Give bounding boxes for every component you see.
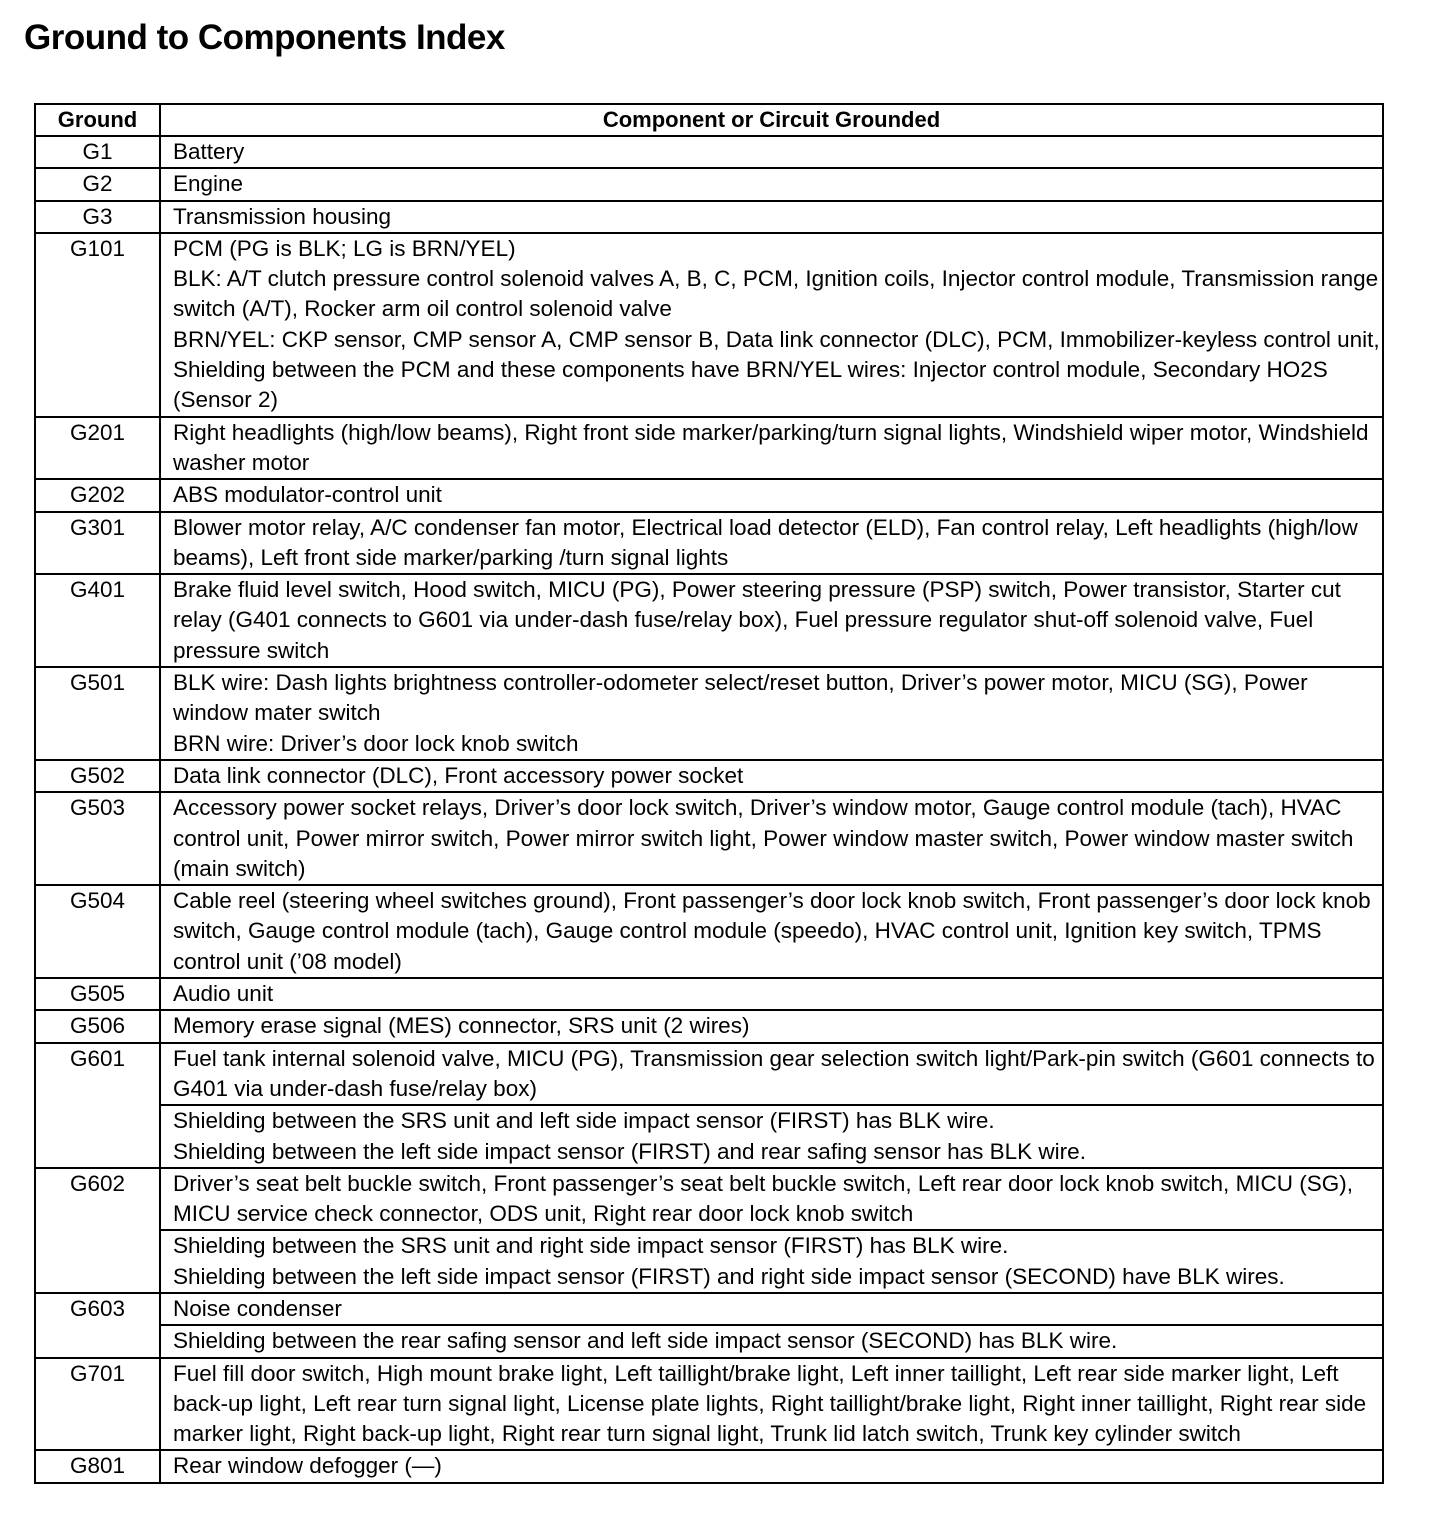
table-row (35, 885, 1383, 978)
ground-id: G202 (35, 479, 160, 511)
table-row (35, 1105, 1383, 1168)
component-entry: ABS modulator-control unit (173, 482, 442, 508)
component-cell (160, 1325, 1383, 1357)
component-cell (160, 1230, 1383, 1293)
component-cell (160, 1168, 1383, 1231)
ground-id: G503 (35, 792, 160, 885)
table-row (35, 792, 1383, 885)
ground-id: G506 (35, 1010, 160, 1042)
ground-id: G201 (35, 417, 160, 480)
ground-id: G701 (35, 1358, 160, 1451)
table-row (35, 512, 1383, 575)
component-entry: Blower motor relay, A/C condenser fan motor, Electrical load detector (ELD), Fan control relay, Left headlights (high/low beams), Left front side marker/parking /turn signal lights (173, 514, 1358, 570)
component-cell (160, 1010, 1383, 1042)
page-title: Ground to Components Index (24, 18, 505, 57)
ground-id: G504 (35, 885, 160, 978)
table-row (35, 1325, 1383, 1357)
table-row (35, 760, 1383, 792)
component-cell (160, 1450, 1383, 1482)
component-entry: Shielding between the left side impact sensor (FIRST) and right side impact sensor (SECOND) have BLK wires. (173, 1263, 1285, 1289)
component-cell (160, 574, 1383, 667)
ground-id: G505 (35, 978, 160, 1010)
table-row (35, 1230, 1383, 1293)
ground-id: G601 (35, 1043, 160, 1168)
table-row (35, 201, 1383, 233)
component-entry: Right headlights (high/low beams), Right front side marker/parking/turn signal lights, Windshield wiper motor, Windshield washer motor (173, 419, 1369, 475)
component-cell (160, 978, 1383, 1010)
component-entry: Audio unit (173, 981, 274, 1007)
component-cell (160, 233, 1383, 417)
ground-id: G401 (35, 574, 160, 667)
component-entry: Shielding between the rear safing sensor and left side impact sensor (SECOND) has BLK wire. (173, 1328, 1118, 1354)
component-entry: Memory erase signal (MES) connector, SRS unit (2 wires) (173, 1013, 750, 1039)
table-row (35, 1293, 1383, 1325)
component-entry: Driver’s seat belt buckle switch, Front passenger’s seat belt buckle switch, Left rear door lock knob switch, MICU (SG), MICU service check connector, ODS unit, Right rear door lock knob switch (173, 1170, 1354, 1227)
table-row (35, 136, 1383, 168)
component-entry: Fuel tank internal solenoid valve, MICU (PG), Transmission gear selection switch light/Park-pin switch (G601 connects to G401 via under-dash fuse/relay box) (173, 1045, 1375, 1101)
table-row (35, 1168, 1383, 1231)
component-cell (160, 885, 1383, 978)
table-row (35, 168, 1383, 200)
ground-id: G502 (35, 760, 160, 792)
component-cell (160, 1293, 1383, 1325)
component-entry: Brake fluid level switch, Hood switch, MICU (PG), Power steering pressure (PSP) switch, Power transistor, Starter cut relay (G401 connects to G601 via under-dash fuse/relay box), Fuel pressure regulator shut-off solenoid valve, Fuel pressure switch (173, 577, 1341, 663)
component-entry: BLK: A/T clutch pressure control solenoid valves A, B, C, PCM, Ignition coils, Injector control module, Transmission range switch (A/T), Rocker arm oil control solenoid valve (173, 266, 1379, 322)
table-header-row (35, 104, 1383, 136)
table-row (35, 417, 1383, 480)
table-row (35, 1043, 1383, 1106)
table-body (35, 136, 1383, 1483)
table-row (35, 978, 1383, 1010)
component-cell (160, 136, 1383, 168)
component-entry: BRN wire: Driver’s door lock knob switch (173, 730, 579, 756)
component-cell (160, 417, 1383, 480)
component-entry: Engine (173, 171, 244, 197)
table-row (35, 479, 1383, 511)
component-cell (160, 1105, 1383, 1168)
component-entry: Rear window defogger (—) (173, 1453, 442, 1479)
component-cell (160, 168, 1383, 200)
component-entry: Cable reel (steering wheel switches ground), Front passenger’s door lock knob switch, Front passenger’s door lock knob switch, Gauge control module (tach), Gauge control module (speedo), HVAC control unit, Ignition key switch, TPMS control unit (’08 model) (173, 888, 1371, 974)
component-cell (160, 792, 1383, 885)
ground-id: G101 (35, 233, 160, 417)
ground-id: G2 (35, 168, 160, 200)
component-cell (160, 201, 1383, 233)
component-cell (160, 667, 1383, 760)
component-entry: Data link connector (DLC), Front accessory power socket (173, 762, 744, 788)
ground-id: G801 (35, 1450, 160, 1482)
ground-index-table (34, 103, 1384, 1484)
table-row (35, 1358, 1383, 1451)
component-entry: Shielding between the SRS unit and right side impact sensor (FIRST) has BLK wire. (173, 1233, 1009, 1259)
table-row (35, 1010, 1383, 1042)
ground-column-header: Ground (35, 104, 160, 136)
component-entry: BLK wire: Dash lights brightness controller-odometer select/reset button, Driver’s power motor, MICU (SG), Power window mater switch (173, 670, 1308, 726)
component-cell (160, 1358, 1383, 1451)
table-row (35, 1450, 1383, 1482)
table-row (35, 233, 1383, 417)
component-entry: Fuel fill door switch, High mount brake light, Left taillight/brake light, Left inner taillight, Left rear side marker light, Left back-up light, Left rear turn signal light, License plate lights, Right taillight/brake light, Right inner taillight, Right rear side marker light, Right back-up light, Right rear turn signal light, Trunk lid latch switch, Trunk key cylinder switch (173, 1360, 1367, 1447)
ground-id: G3 (35, 201, 160, 233)
table-row (35, 667, 1383, 760)
component-entry: Noise condenser (173, 1295, 342, 1321)
ground-id: G301 (35, 512, 160, 575)
component-entry: BRN/YEL: CKP sensor, CMP sensor A, CMP sensor B, Data link connector (DLC), PCM, Immobilizer-keyless control unit, Shielding between the PCM and these components have BRN/YEL wires: Injector control module, Secondary HO2S (Sensor 2) (173, 326, 1380, 413)
component-cell (160, 512, 1383, 575)
ground-id: G1 (35, 136, 160, 168)
component-cell (160, 479, 1383, 511)
component-cell (160, 1043, 1383, 1106)
component-entry: Shielding between the left side impact sensor (FIRST) and rear safing sensor has BLK wire. (173, 1138, 1086, 1164)
ground-id: G603 (35, 1293, 160, 1358)
component-entry: Battery (173, 139, 245, 164)
ground-id: G602 (35, 1168, 160, 1293)
table-row (35, 574, 1383, 667)
ground-id: G501 (35, 667, 160, 760)
component-cell (160, 760, 1383, 792)
component-entry: Transmission housing (173, 203, 392, 229)
component-column-header: Component or Circuit Grounded (160, 104, 1383, 136)
component-entry: PCM (PG is BLK; LG is BRN/YEL) (173, 235, 516, 261)
component-entry: Shielding between the SRS unit and left side impact sensor (FIRST) has BLK wire. (173, 1108, 995, 1134)
component-entry: Accessory power socket relays, Driver’s door lock switch, Driver’s window motor, Gauge control module (tach), HVAC control unit, Power mirror switch, Power mirror switch light, Power window master switch, Power window master switch (main switch) (173, 795, 1354, 881)
